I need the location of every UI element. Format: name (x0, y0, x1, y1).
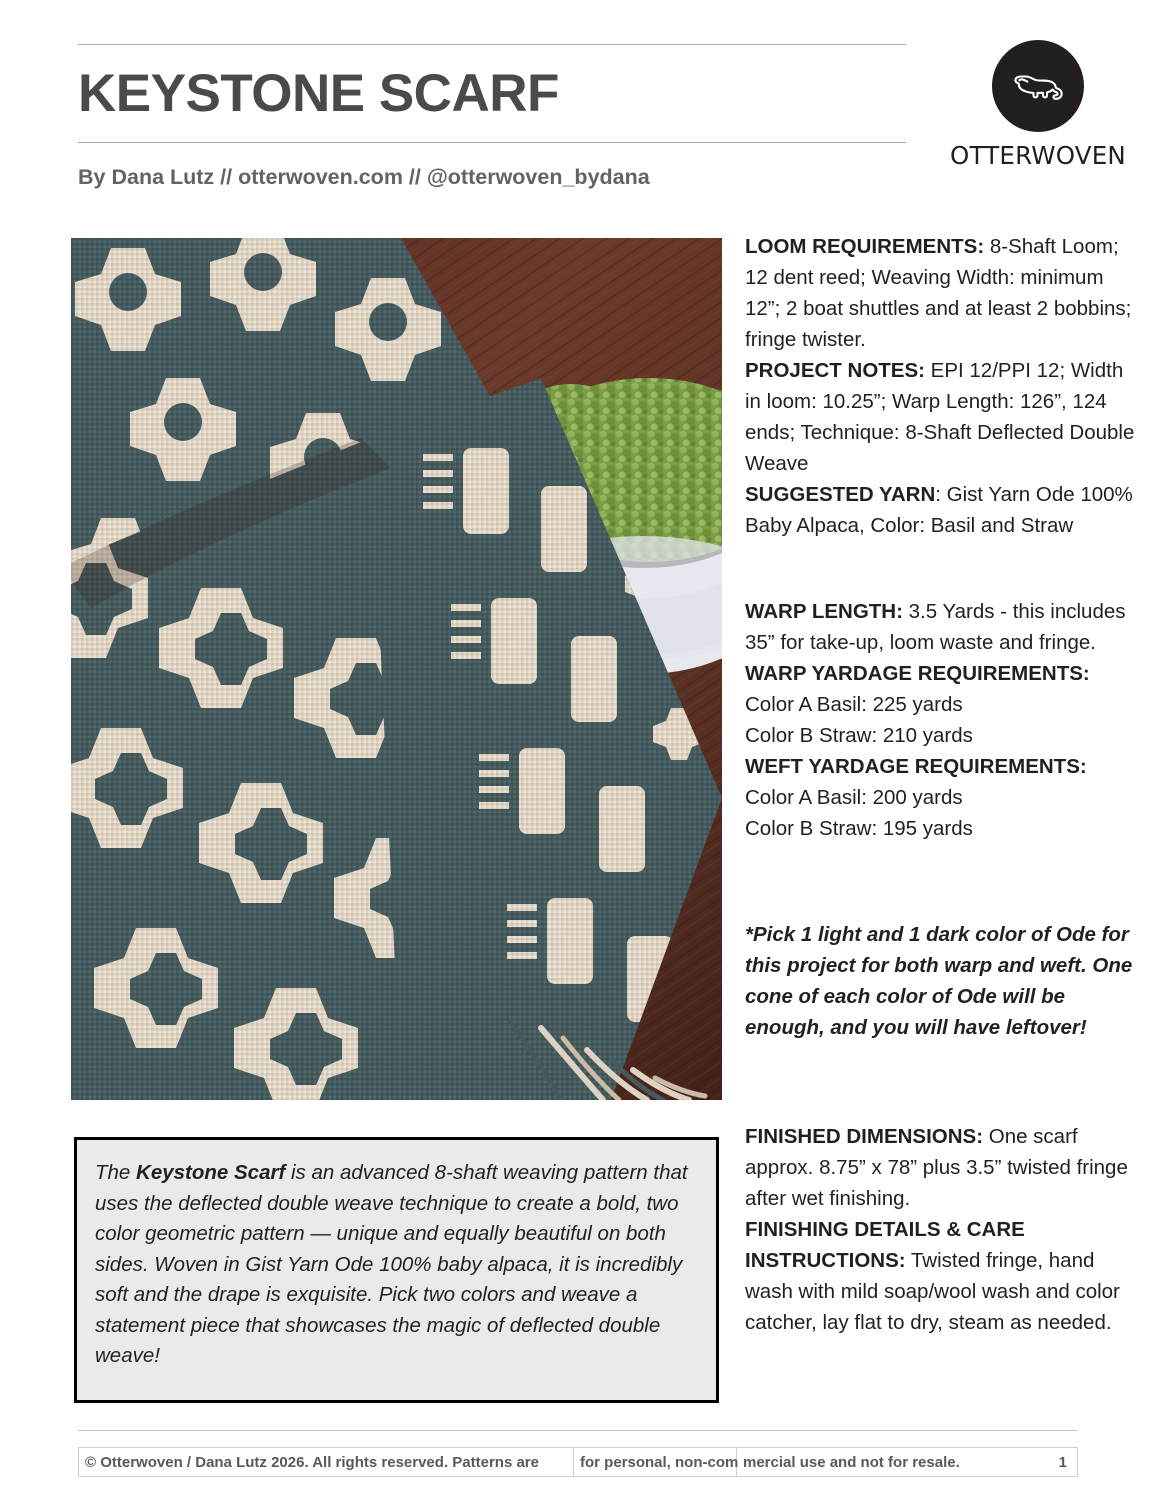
finished-dimensions-value: One scarf approx. 8.75” x 78” plus 3.5” twisted fringe after wet finishing. (745, 1125, 1128, 1210)
scarf-photo-illustration (71, 238, 722, 1100)
logo-circle (992, 40, 1084, 132)
footer (78, 1447, 1078, 1477)
pattern-description-box (74, 1137, 719, 1403)
suggested-yarn-value: : Gist Yarn Ode 100% Baby Alpaca, Color: Basil and Straw (745, 482, 1133, 537)
finishing-details (745, 1215, 1140, 1339)
color-selection-note: *Pick 1 light and 1 dark color of Ode for this project for both warp and weft. One cone of each color of Ode will be enough, and you will have leftover! (745, 923, 1133, 1039)
otter-icon (1007, 66, 1069, 106)
loom-requirements-value: 8-Shaft Loom; 12 dent reed; Weaving Width: minimum 12”; 2 boat shuttles and at least 2 bobbins; fringe twister. (745, 235, 1132, 351)
logo-wordmark: OTTERWOVEN (950, 141, 1126, 170)
footer-rule (78, 1430, 1078, 1431)
finishing-details-label: FINISHING DETAILS & CARE INSTRUCTIONS: (745, 1217, 1025, 1272)
brand-logo (948, 40, 1128, 170)
specs-block-finishing (745, 1122, 1140, 1339)
weft-yardage-heading (745, 752, 1140, 783)
warp-length-label: WARP LENGTH: (745, 600, 903, 623)
footer-copyright: © Otterwoven / Dana Lutz 2026. All rights reserved. Patterns are (79, 1448, 574, 1476)
byline: By Dana Lutz // otterwoven.com // @otterwoven_bydana (78, 165, 650, 189)
finishing-details-value: Twisted fringe, hand wash with mild soap/wool wash and color catcher, lay flat to dry, steam as needed. (745, 1248, 1120, 1334)
project-notes-value: EPI 12/PPI 12; Width in loom: 10.25”; Warp Length: 126”, 124 ends; Technique: 8-Shaft Deflected Double Weave (745, 358, 1135, 475)
warp-yardage-color-b: Color B Straw: 210 yards (745, 723, 973, 747)
warp-length (745, 597, 1140, 659)
finished-dimensions-label: FINISHED DIMENSIONS: (745, 1125, 984, 1148)
suggested-yarn (745, 480, 1135, 542)
warp-length-value: 3.5 Yards - this includes 35” for take-up, loom waste and fringe. (745, 600, 1126, 654)
description-paragraph (95, 1158, 696, 1372)
suggested-yarn-label: SUGGESTED YARN (745, 482, 936, 506)
warp-yardage-heading (745, 659, 1140, 690)
footer-usage-part2: mercial use and not for resale. (743, 1453, 960, 1471)
weft-yardage-color-b: Color B Straw: 195 yards (745, 816, 973, 840)
project-notes (745, 356, 1135, 480)
warp-yardage-color-a: Color A Basil: 225 yards (745, 692, 963, 716)
specs-block-color-note (745, 920, 1145, 1044)
specs-block-loom-project-yarn (745, 232, 1135, 542)
document-header (78, 44, 906, 190)
page-title: KEYSTONE SCARF (78, 64, 559, 123)
loom-requirements-label: LOOM REQUIREMENTS: (745, 235, 985, 258)
footer-usage-part1: for personal, non-com (574, 1448, 737, 1476)
project-notes-label: PROJECT NOTES: (745, 358, 925, 382)
warp-yardage-label: WARP YARDAGE REQUIREMENTS: (745, 661, 1090, 685)
weft-yardage-color-a: Color A Basil: 200 yards (745, 785, 963, 809)
loom-requirements (745, 232, 1135, 356)
description-emphasis: Keystone Scarf (136, 1161, 286, 1184)
weft-yardage-label: WEFT YARDAGE REQUIREMENTS: (745, 754, 1087, 778)
project-photo (71, 238, 722, 1100)
description-body: is an advanced 8-shaft weaving pattern that uses the deflected double weave technique to create a bold, two color geometric pattern — unique and equally beautiful on both sides. Woven in Gist Yarn Ode 100% baby alpaca, it is incredibly soft and the drape is exquisite. Pick two colors and weave a statement piece that showcases the magic of deflected double weave! (95, 1161, 688, 1368)
specs-block-yardage (745, 597, 1140, 845)
page-number: 1 (1058, 1453, 1067, 1471)
finished-dimensions (745, 1122, 1140, 1215)
description-lead: The (95, 1161, 137, 1184)
